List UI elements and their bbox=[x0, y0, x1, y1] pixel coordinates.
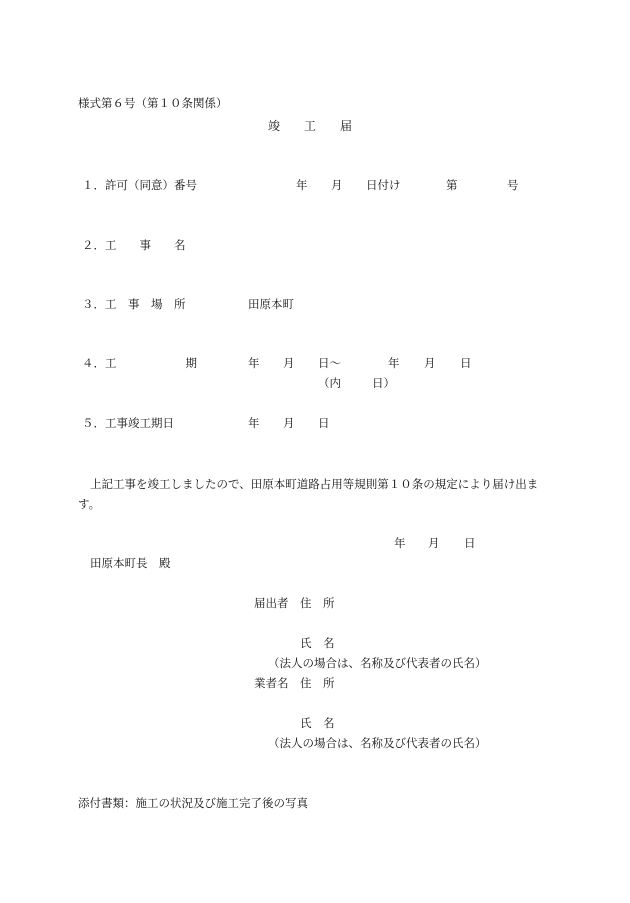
period-end-day: 日 bbox=[460, 356, 472, 370]
period-start-day: 日〜 bbox=[318, 356, 341, 370]
addressee: 田原本町長 殿 bbox=[90, 556, 171, 570]
completion-day: 日 bbox=[318, 416, 330, 430]
permit-month: 月 bbox=[331, 178, 343, 192]
contractor-name-label: 氏 名 bbox=[300, 716, 335, 730]
submit-day: 日 bbox=[464, 536, 476, 550]
submit-month: 月 bbox=[428, 536, 440, 550]
period-end-month: 月 bbox=[424, 356, 436, 370]
applicant-corp-note: （法人の場合は、名称及び代表者の氏名） bbox=[268, 656, 487, 670]
permit-year: 年 bbox=[296, 178, 308, 192]
form-number: 様式第６号（第１０条関係） bbox=[78, 96, 228, 110]
attachment-note: 添付書類：施工の状況及び施工完了後の写真 bbox=[78, 796, 308, 810]
permit-number-label: １．許可（同意）番号 bbox=[82, 178, 197, 192]
applicant-address-label: 住 所 bbox=[300, 596, 335, 610]
completion-month: 月 bbox=[283, 416, 295, 430]
form-title: 竣 工 届 bbox=[268, 119, 353, 133]
contractor-corp-note: （法人の場合は、名称及び代表者の氏名） bbox=[268, 736, 487, 750]
permit-no-prefix: 第 bbox=[446, 178, 458, 192]
period-end-year: 年 bbox=[388, 356, 400, 370]
applicant-name-label: 氏 名 bbox=[300, 636, 335, 650]
submit-year: 年 bbox=[394, 536, 406, 550]
applicant-label: 届出者 bbox=[254, 596, 289, 610]
work-name-label: ２．工 事 名 bbox=[82, 238, 186, 252]
period-duration-close: 日） bbox=[372, 376, 395, 390]
period-start-year: 年 bbox=[248, 356, 260, 370]
work-place-label: ３．工 事 場 所 bbox=[82, 297, 186, 311]
contractor-label: 業者名 bbox=[254, 676, 289, 690]
completion-year: 年 bbox=[248, 416, 260, 430]
completion-date-label: ５．工事竣工期日 bbox=[82, 416, 174, 430]
permit-no-suffix: 号 bbox=[507, 178, 519, 192]
permit-date-suffix: 日付け bbox=[366, 178, 401, 192]
work-period-label: ４．工 期 bbox=[82, 356, 197, 370]
contractor-address-label: 住 所 bbox=[300, 676, 335, 690]
statement-paragraph: 上記工事を竣工しましたので、田原本町道路占用等規則第１０条の規定により届け出ます。 bbox=[78, 477, 539, 511]
period-start-month: 月 bbox=[283, 356, 295, 370]
period-duration-open: （内 bbox=[318, 376, 341, 390]
work-place-value: 田原本町 bbox=[248, 297, 294, 311]
